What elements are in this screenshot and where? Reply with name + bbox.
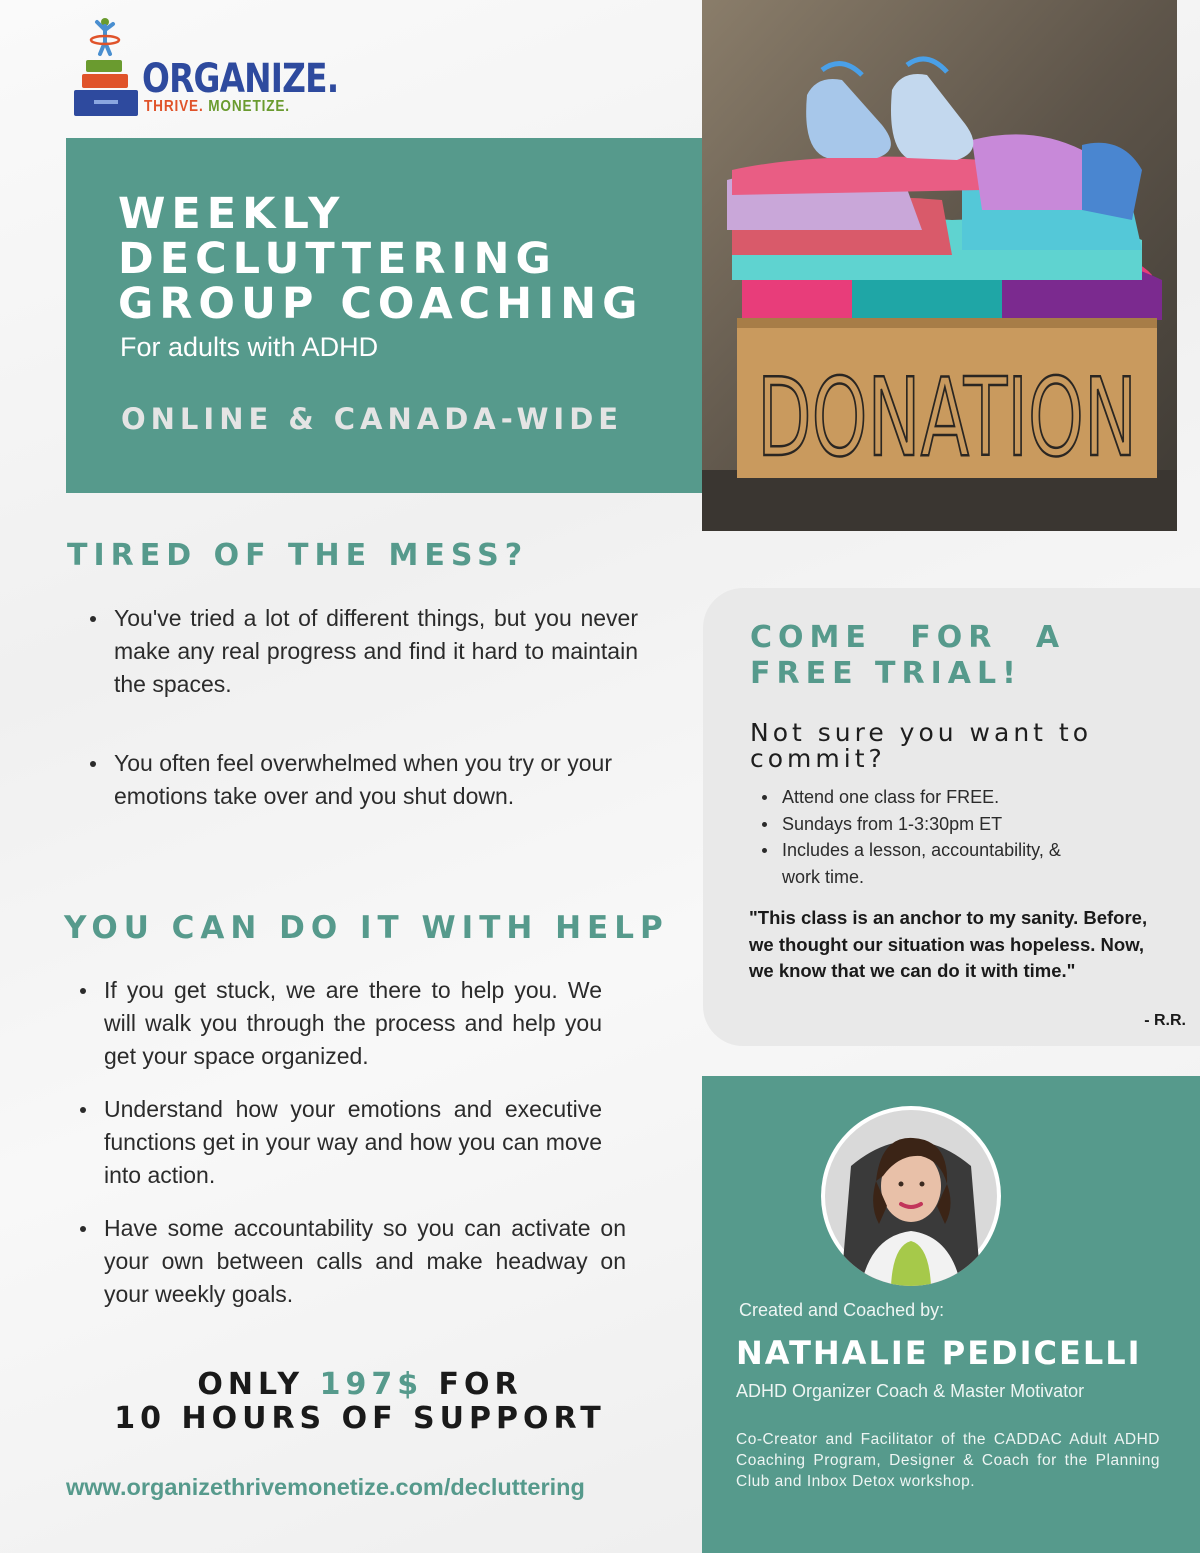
- logo-tag-monetize: MONETIZE.: [208, 98, 290, 115]
- donation-label: DONATION: [757, 356, 1137, 481]
- list-item: If you get stuck, we are there to help you. We will walk you through the process and help you get your space organized.: [78, 974, 602, 1073]
- price-line-1: [100, 1368, 620, 1402]
- mess-heading: TIRED OF THE MESS?: [67, 538, 529, 573]
- free-trial-bullet-list: [760, 784, 1120, 890]
- coach-bio: Co-Creator and Facilitator of the CADDAC Adult ADHD Coaching Program, Designer & Coach for the Planning Club and Inbox Detox workshop.: [736, 1431, 1160, 1490]
- price-callout: [100, 1368, 620, 1436]
- free-trial-title: [750, 620, 1070, 692]
- coach-portrait-icon: [821, 1106, 1001, 1286]
- free-trial-question: Not sure you want to commit?: [750, 718, 1093, 773]
- coach-created-by: Created and Coached by:: [739, 1300, 945, 1320]
- price-line-2: 10 HOURS OF SUPPORT: [114, 1401, 606, 1436]
- hero-title-line: GROUP COACHING: [118, 279, 644, 329]
- help-bullet-list: [78, 974, 626, 1311]
- avatar: [821, 1106, 1001, 1286]
- logo-wordmark: ORGANIZE.: [142, 56, 339, 102]
- logo-tagline: [144, 98, 290, 116]
- coach-name: NATHALIE PEDICELLI: [736, 1334, 1142, 1372]
- price-amount: 197$: [319, 1367, 424, 1402]
- free-trial-title-line: FREE TRIAL!: [750, 656, 1022, 691]
- website-link[interactable]: www.organizethrivemonetize.com/decluttering: [66, 1474, 585, 1500]
- hero-title-line: WEEKLY: [118, 189, 346, 239]
- list-item: Sundays from 1-3:30pm ET: [760, 811, 1120, 838]
- price-prefix: ONLY: [197, 1367, 305, 1402]
- list-item: Includes a lesson, accountability, & work time.: [760, 837, 1102, 890]
- logo-tag-thrive: THRIVE.: [144, 98, 204, 115]
- hero-title-line: DECLUTTERING: [118, 234, 557, 284]
- list-item: Attend one class for FREE.: [760, 784, 1120, 811]
- list-item: You've tried a lot of different things, but you never make any real progress and find it hard to maintain the spaces.: [88, 602, 638, 701]
- free-trial-title-line: COME FOR A: [750, 620, 1066, 655]
- hero-subtitle: For adults with ADHD: [120, 332, 379, 362]
- price-suffix: FOR: [438, 1367, 523, 1402]
- testimonial-quote: "This class is an anchor to my sanity. Before, we thought our situation was hopeless. Now, we know that we can do it with time.": [749, 907, 1148, 981]
- donation-box-illustration: [702, 0, 1177, 531]
- mess-bullet-list: [88, 602, 638, 813]
- hero-region: ONLINE & CANADA-WIDE: [121, 402, 624, 436]
- testimonial-author: - R.R.: [1144, 1012, 1186, 1029]
- help-heading: YOU CAN DO IT WITH HELP: [64, 910, 669, 946]
- list-item: You often feel overwhelmed when you try or your emotions take over and you shut down.: [88, 747, 612, 813]
- hero-title: [118, 189, 678, 329]
- list-item: Have some accountability so you can activate on your own between calls and make headway on your weekly goals.: [78, 1212, 626, 1311]
- donation-box-photo: [702, 0, 1177, 531]
- list-item: Understand how your emotions and executive functions get in your way and how you can move into action.: [78, 1093, 602, 1192]
- coach-role: ADHD Organizer Coach & Master Motivator: [736, 1381, 1085, 1401]
